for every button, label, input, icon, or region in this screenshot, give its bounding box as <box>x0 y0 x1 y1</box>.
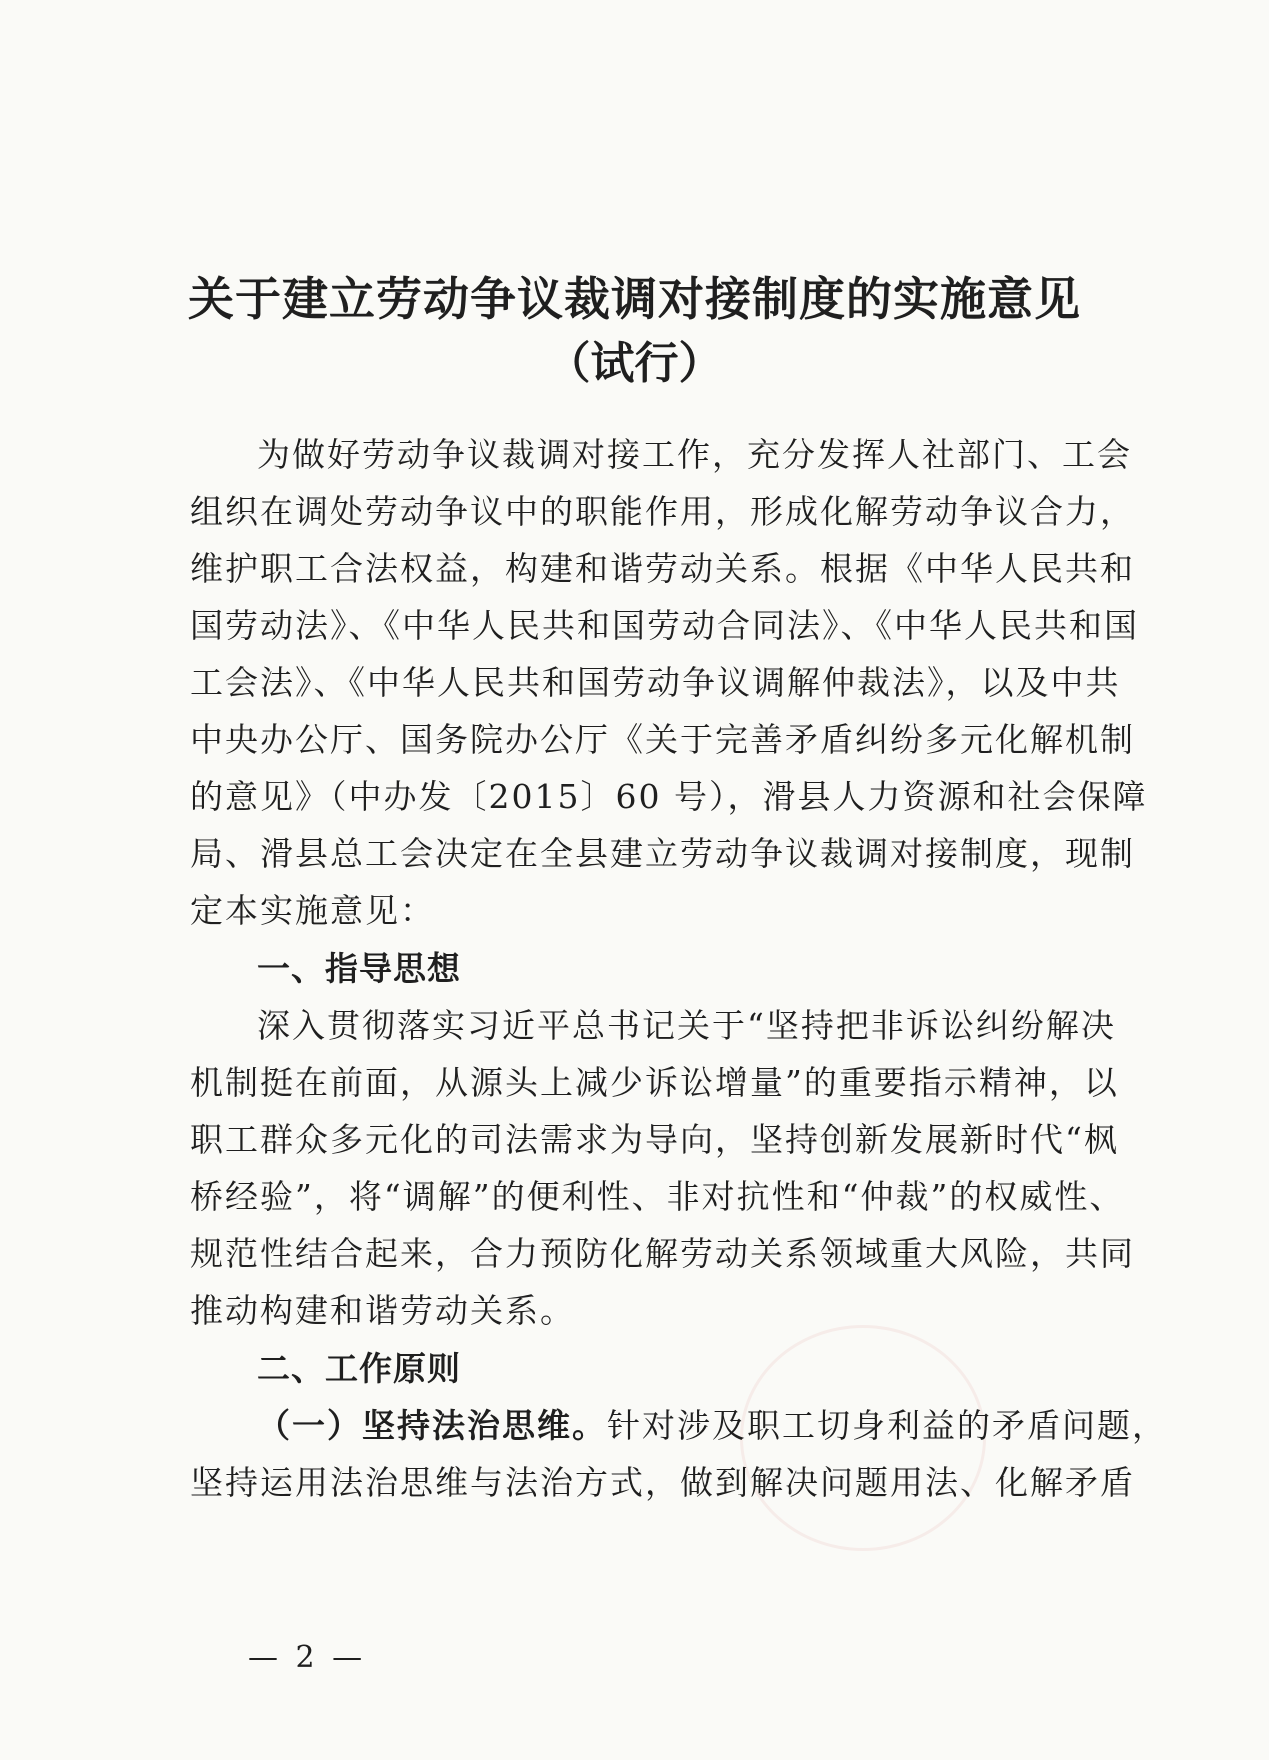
document-subtitle: （试行） <box>546 338 723 389</box>
intro-line: 局、滑县总工会决定在全县建立劳动争议裁调对接制度，现制 <box>190 834 1135 873</box>
section-heading-guiding-ideology: 一、指导思想 <box>257 949 461 988</box>
principle1-first-line <box>190 1397 1167 1454</box>
intro-line: 国劳动法》、《中华人民共和国劳动合同法》、《中华人民共和国 <box>190 606 1139 645</box>
intro-line: 定本实施意见： <box>190 891 435 930</box>
section-heading-work-principles: 二、工作原则 <box>257 1349 461 1388</box>
principle1-label: （一）坚持法治思维。 <box>257 1406 607 1445</box>
section1-line: 深入贯彻落实习近平总书记关于“坚持把非诉讼纠纷解决 <box>257 1006 1116 1045</box>
intro-line: 中央办公厅、国务院办公厅《关于完善矛盾纠纷多元化解机制 <box>190 720 1135 759</box>
intro-line: 为做好劳动争议裁调对接工作，充分发挥人社部门、工会 <box>257 435 1132 474</box>
section1-line: 桥经验”，将“调解”的便利性、非对抗性和“仲裁”的权威性、 <box>190 1177 1125 1216</box>
page-number: — 2 — <box>248 1640 367 1675</box>
principle1-first-rest: 针对涉及职工切身利益的矛盾问题， <box>607 1406 1167 1445</box>
section1-line: 职工群众多元化的司法需求为导向，坚持创新发展新时代“枫 <box>190 1120 1119 1159</box>
intro-line: 的意见》（中办发〔2015〕60 号），滑县人力资源和社会保障 <box>190 777 1148 816</box>
section1-line: 规范性结合起来，合力预防化解劳动关系领域重大风险，共同 <box>190 1234 1135 1273</box>
document-body <box>190 426 1167 1511</box>
section1-line: 机制挺在前面，从源头上减少诉讼增量”的重要指示精神，以 <box>190 1063 1119 1102</box>
intro-line: 维护职工合法权益，构建和谐劳动关系。根据《中华人民共和 <box>190 549 1135 588</box>
intro-line: 工会法》、《中华人民共和国劳动争议调解仲裁法》，以及中共 <box>190 663 1121 702</box>
principle1-line: 坚持运用法治思维与法治方式，做到解决问题用法、化解矛盾 <box>190 1463 1135 1502</box>
document-title: 关于建立劳动争议裁调对接制度的实施意见 <box>188 272 1081 326</box>
section1-line: 推动构建和谐劳动关系。 <box>190 1291 575 1330</box>
intro-line: 组织在调处劳动争议中的职能作用，形成化解劳动争议合力， <box>190 492 1135 531</box>
